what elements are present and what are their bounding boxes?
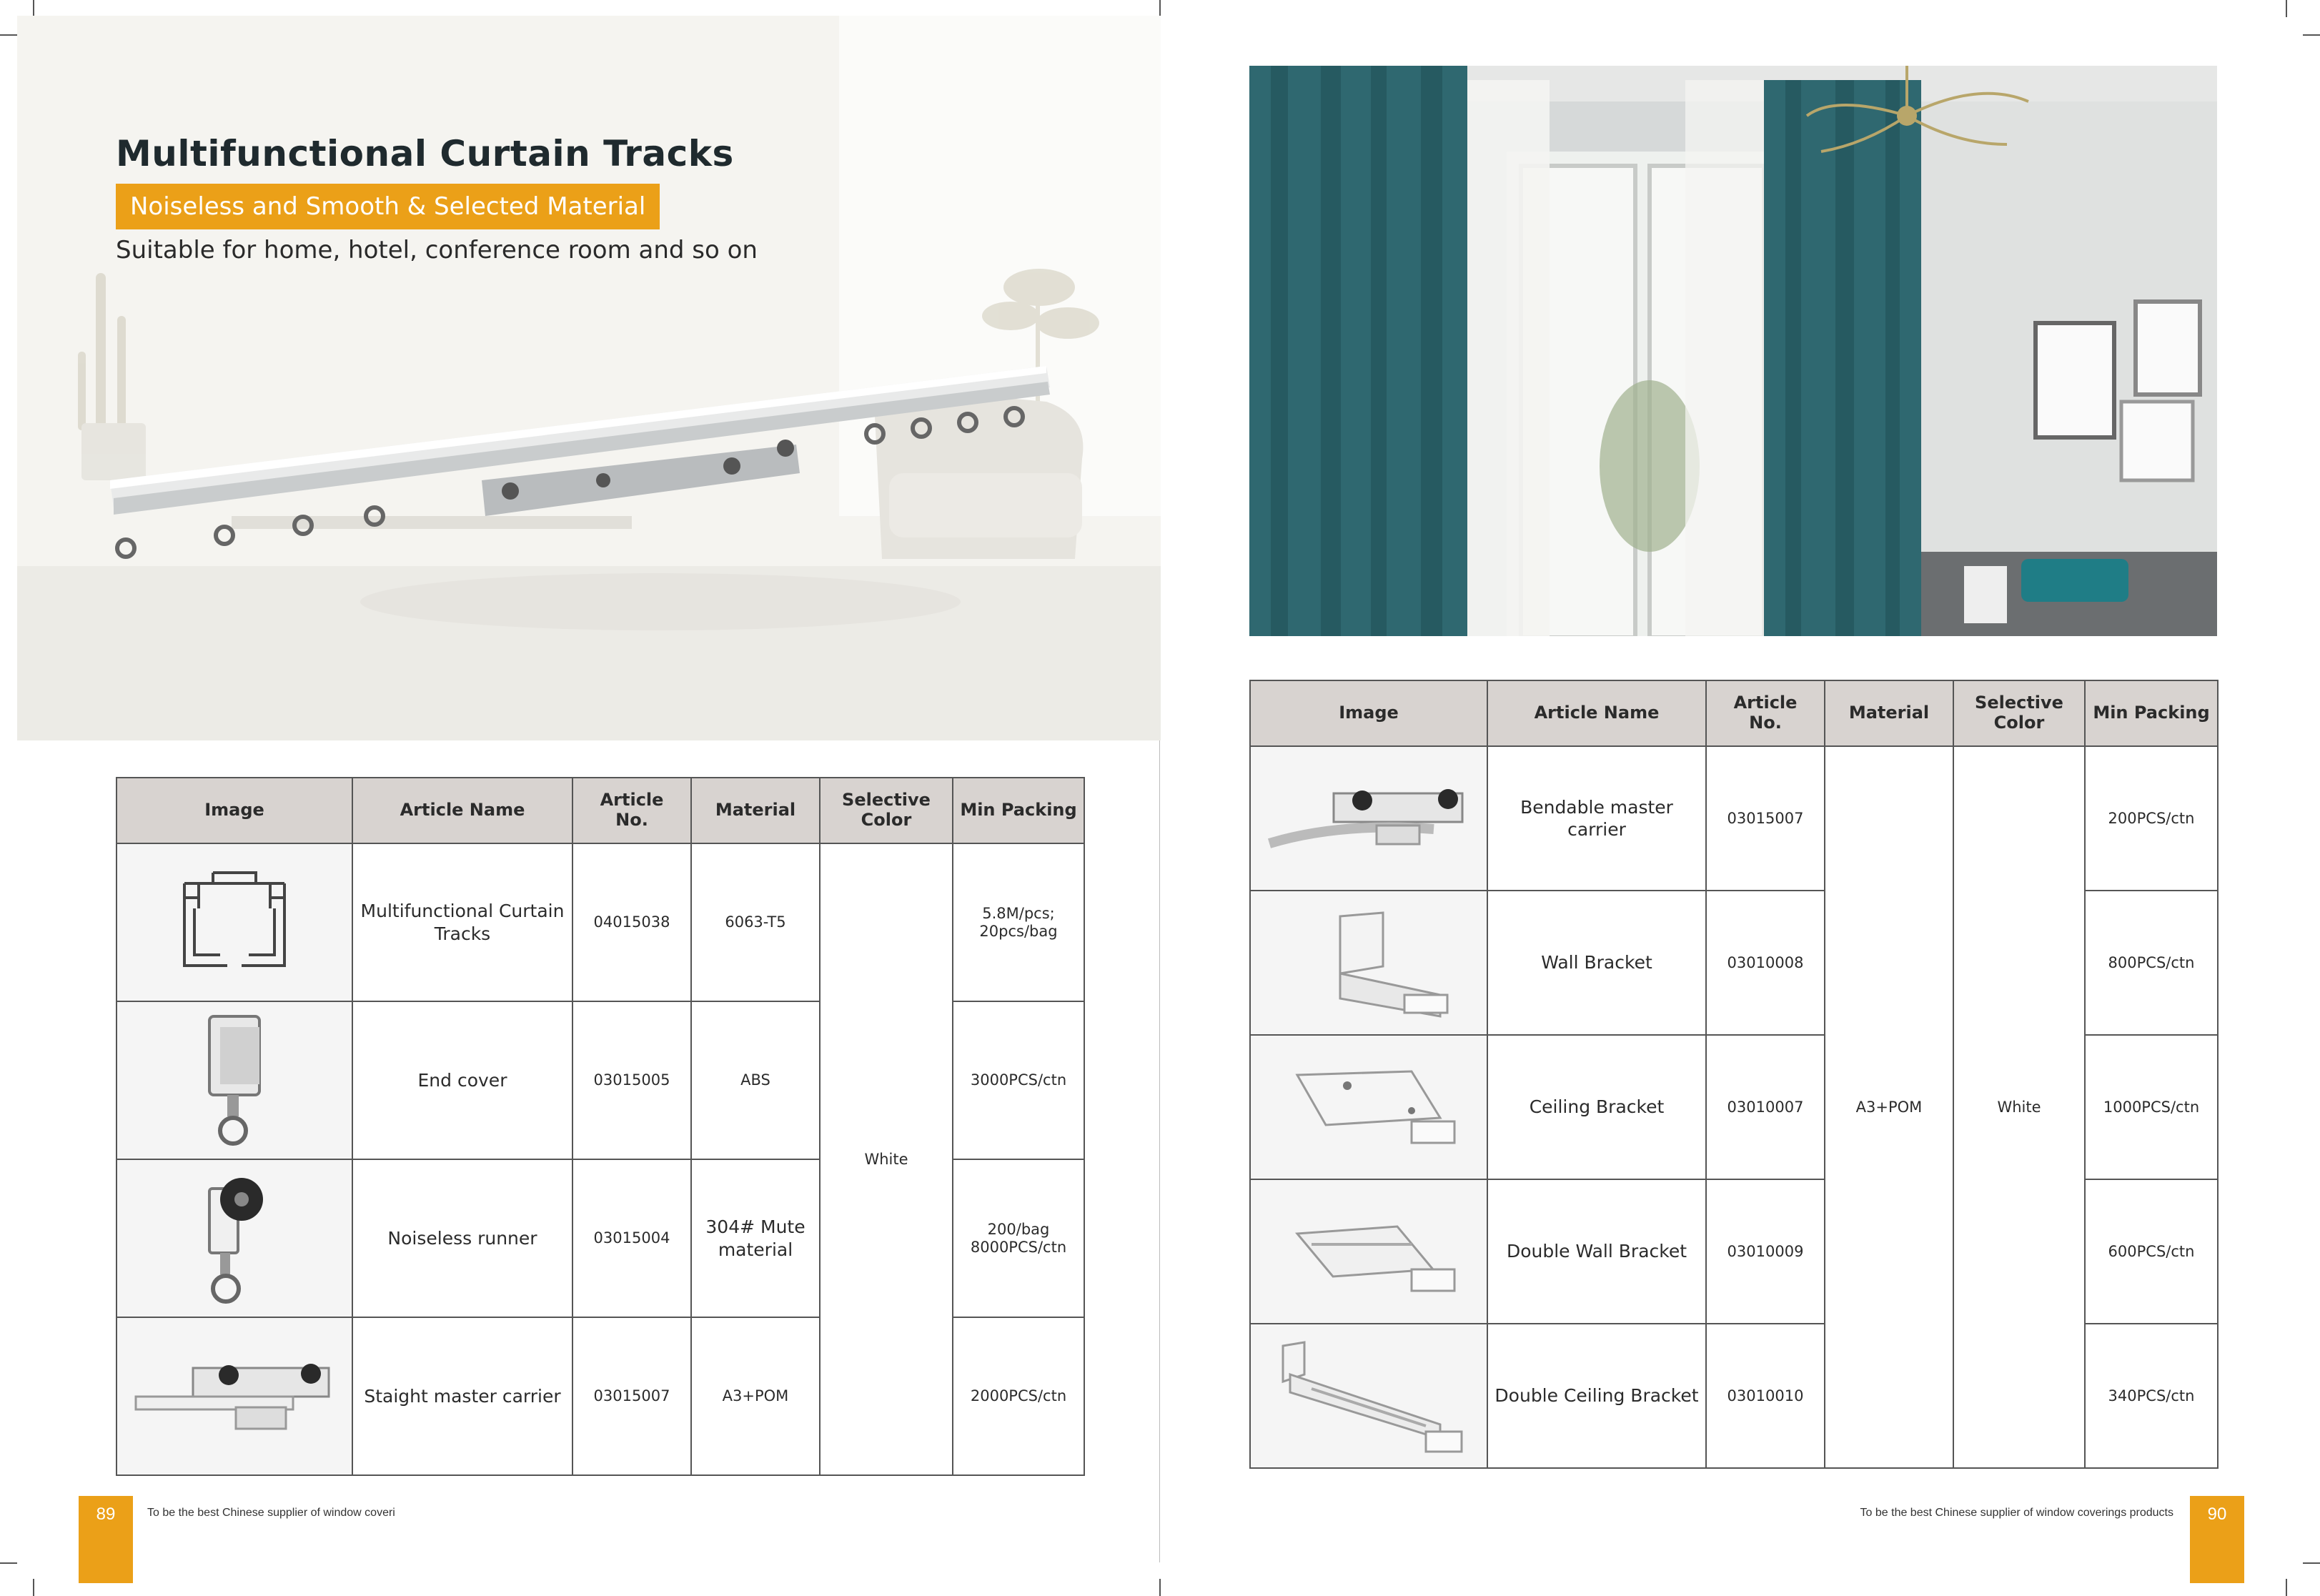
- material: A3+POM: [691, 1317, 820, 1475]
- crop-mark: [0, 34, 17, 36]
- spec-table-left: [116, 777, 1085, 1476]
- row-image: [1250, 1035, 1487, 1179]
- crop-mark: [2286, 0, 2287, 17]
- article-name: Double Wall Bracket: [1487, 1179, 1706, 1324]
- footer-text-right: To be the best Chinese supplier of window coverings products: [1860, 1507, 2173, 1519]
- article-name: Staight master carrier: [352, 1317, 572, 1475]
- crop-mark: [33, 1579, 34, 1596]
- table-row: [1250, 746, 2218, 891]
- min-packing-cell: [953, 843, 1084, 1001]
- crop-mark: [2286, 1579, 2287, 1596]
- double-wall-bracket-icon: [1269, 1191, 1469, 1312]
- article-name: Ceiling Bracket: [1487, 1035, 1706, 1179]
- header-article-no-line1: Article: [600, 790, 664, 811]
- article-no: 03010009: [1706, 1179, 1825, 1324]
- material: ABS: [691, 1001, 820, 1159]
- header-color: [1953, 680, 2085, 746]
- header-article-name: Article Name: [352, 778, 572, 843]
- crop-mark: [1159, 0, 1161, 17]
- article-name: Wall Bracket: [1487, 891, 1706, 1035]
- material-line2: material: [718, 1239, 793, 1260]
- article-name: Noiseless runner: [352, 1159, 572, 1317]
- header-image: Image: [117, 778, 352, 843]
- row-image: [117, 1159, 352, 1317]
- header-color: [820, 778, 953, 843]
- crop-mark: [2303, 34, 2320, 36]
- room-photo: [1249, 66, 2217, 636]
- material: 304# Mute: [705, 1216, 805, 1238]
- header-article-no: [572, 778, 691, 843]
- article-name: End cover: [352, 1001, 572, 1159]
- article-name: Bendable master carrier: [1487, 746, 1706, 891]
- table-header-row: [1250, 680, 2218, 746]
- header-color-line1: Selective: [842, 790, 931, 811]
- selective-color: White: [820, 843, 953, 1475]
- min-packing: 1000PCS/ctn: [2085, 1035, 2218, 1179]
- article-name-cell: [352, 843, 572, 1001]
- crop-mark: [1159, 1579, 1161, 1596]
- master-carrier-icon: [122, 1347, 350, 1447]
- double-ceiling-bracket-icon: [1261, 1332, 1476, 1460]
- page-number-right: 90: [2190, 1496, 2244, 1583]
- article-no: 03010008: [1706, 891, 1825, 1035]
- row-image: [1250, 891, 1487, 1035]
- table-row: [117, 843, 1084, 1001]
- min-packing: 200/bag: [987, 1221, 1050, 1239]
- header-min-packing: Min Packing: [953, 778, 1084, 843]
- page-subtitle: Suitable for home, hotel, conference room and so on: [116, 236, 758, 264]
- header-color-line1: Selective: [1975, 693, 2063, 713]
- footer-text-left: To be the best Chinese supplier of window coveri: [147, 1507, 395, 1519]
- row-image: [117, 1001, 352, 1159]
- row-image: [1250, 746, 1487, 891]
- min-packing: 3000PCS/ctn: [953, 1001, 1084, 1159]
- living-room-illustration: [17, 16, 1161, 740]
- crop-mark: [33, 0, 34, 17]
- article-name-line2: Tracks: [434, 923, 491, 944]
- header-article-no-line2: No.: [1749, 713, 1782, 733]
- track-profile-icon: [170, 866, 299, 980]
- min-packing: 5.8M/pcs;: [982, 905, 1055, 923]
- curtain-room-illustration: [1249, 66, 2217, 636]
- header-color-line2: Color: [1993, 713, 2045, 733]
- min-packing-cell: [953, 1159, 1084, 1317]
- crop-mark: [2303, 1562, 2320, 1564]
- material: A3+POM: [1825, 746, 1953, 1468]
- min-packing: 800PCS/ctn: [2085, 891, 2218, 1035]
- header-color-line2: Color: [861, 810, 912, 830]
- header-article-no-line1: Article: [1733, 693, 1798, 713]
- article-no: 03015007: [1706, 746, 1825, 891]
- min-packing-line2: 20pcs/bag: [979, 922, 1058, 940]
- min-packing-line2: 8000PCS/ctn: [970, 1238, 1067, 1256]
- spec-table-right: [1249, 680, 2219, 1469]
- row-image: [117, 843, 352, 1001]
- hero-image: [17, 16, 1161, 740]
- article-no: 03015005: [572, 1001, 691, 1159]
- article-name: Double Ceiling Bracket: [1487, 1324, 1706, 1468]
- material: 6063-T5: [691, 843, 820, 1001]
- runner-icon: [170, 1167, 299, 1310]
- material-cell: [691, 1159, 820, 1317]
- header-min-packing: Min Packing: [2085, 680, 2218, 746]
- row-image: [1250, 1179, 1487, 1324]
- article-no: 03015007: [572, 1317, 691, 1475]
- article-name: Multifunctional Curtain: [360, 901, 565, 922]
- selective-color: White: [1953, 746, 2085, 1468]
- min-packing: 340PCS/ctn: [2085, 1324, 2218, 1468]
- page-title: Multifunctional Curtain Tracks: [116, 133, 734, 174]
- header-material: Material: [1825, 680, 1953, 746]
- article-no: 03010007: [1706, 1035, 1825, 1179]
- min-packing: 600PCS/ctn: [2085, 1179, 2218, 1324]
- min-packing: 200PCS/ctn: [2085, 746, 2218, 891]
- article-no: 04015038: [572, 843, 691, 1001]
- row-image: [1250, 1324, 1487, 1468]
- wall-bracket-icon: [1276, 902, 1462, 1023]
- header-article-name: Article Name: [1487, 680, 1706, 746]
- page-number-left: 89: [79, 1496, 133, 1583]
- feature-badge: Noiseless and Smooth & Selected Material: [116, 184, 660, 229]
- article-no: 03010010: [1706, 1324, 1825, 1468]
- ceiling-bracket-icon: [1269, 1046, 1469, 1168]
- article-no: 03015004: [572, 1159, 691, 1317]
- header-article-no-line2: No.: [615, 810, 648, 830]
- min-packing: 2000PCS/ctn: [953, 1317, 1084, 1475]
- header-material: Material: [691, 778, 820, 843]
- end-cover-icon: [170, 1009, 299, 1152]
- master-carrier-icon: [1255, 765, 1484, 872]
- table-header-row: [117, 778, 1084, 843]
- header-image: Image: [1250, 680, 1487, 746]
- crop-mark: [0, 1562, 17, 1564]
- row-image: [117, 1317, 352, 1475]
- header-article-no: [1706, 680, 1825, 746]
